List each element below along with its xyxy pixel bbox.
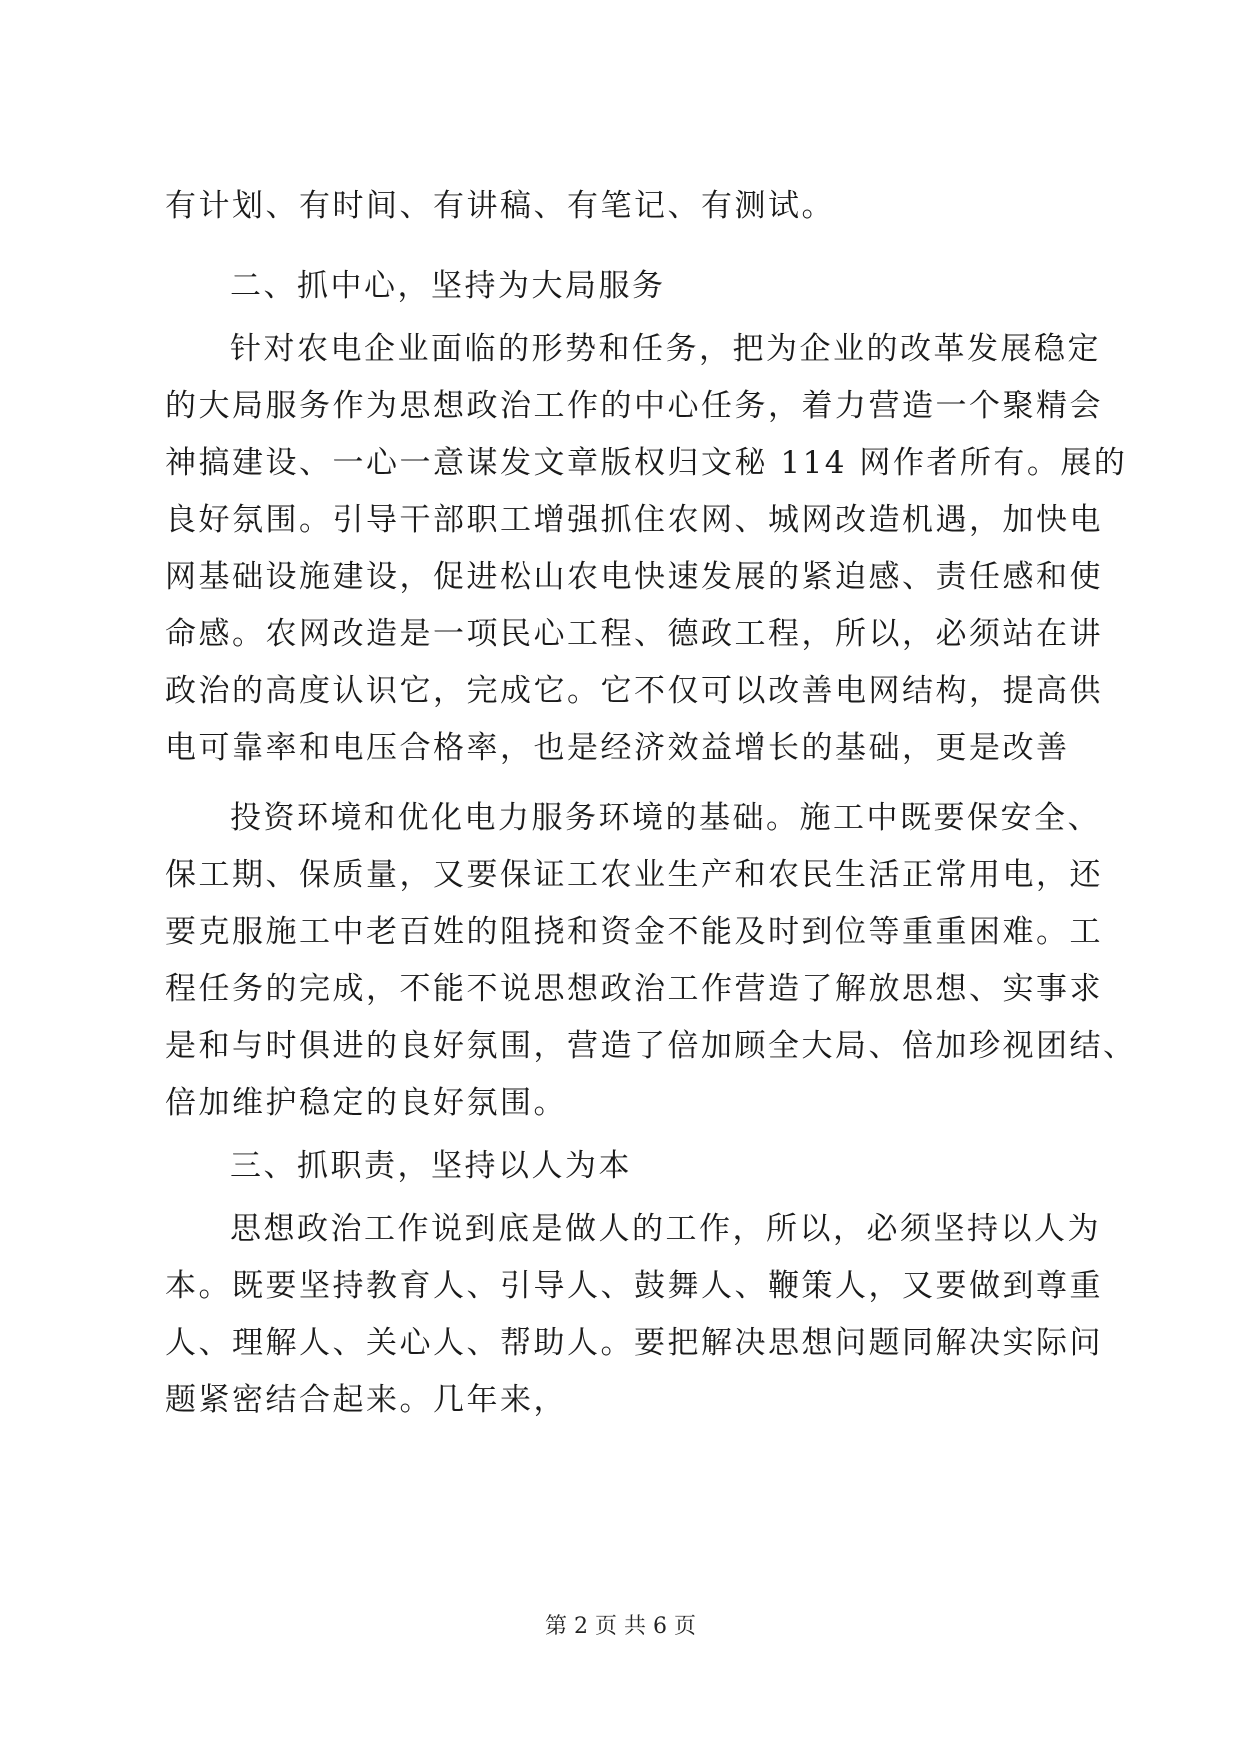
paragraph-line: 倍加维护稳定的良好氛围。 — [165, 1085, 567, 1121]
paragraph-line: 投资环境和优化电力服务环境的基础。施工中既要保安全、 — [230, 800, 1101, 836]
paragraph-line: 保工期、保质量，又要保证工农业生产和农民生活正常用电，还 — [165, 857, 1103, 893]
paragraph-line: 电可靠率和电压合格率，也是经济效益增长的基础，更是改善 — [165, 730, 1070, 766]
section-heading: 二、抓中心，坚持为大局服务 — [230, 268, 666, 304]
paragraph-line: 本。既要坚持教育人、引导人、鼓舞人、鞭策人，又要做到尊重 — [165, 1268, 1103, 1304]
section-heading: 三、抓职责，坚持以人为本 — [230, 1148, 632, 1184]
paragraph-line: 政治的高度认识它，完成它。它不仅可以改善电网结构，提高供 — [165, 673, 1103, 709]
page-number-footer: 第 2 页 共 6 页 — [545, 1614, 696, 1639]
paragraph-line: 思想政治工作说到底是做人的工作，所以，必须坚持以人为 — [230, 1211, 1101, 1247]
paragraph-line: 人、理解人、关心人、帮助人。要把解决思想问题同解决实际问 — [165, 1325, 1103, 1361]
paragraph-line: 是和与时俱进的良好氛围，营造了倍加顾全大局、倍加珍视团结、 — [165, 1028, 1137, 1064]
paragraph-line: 神搞建设、一心一意谋发文章版权归文秘 114 网作者所有。展的 — [165, 445, 1128, 481]
paragraph-line: 要克服施工中老百姓的阻挠和资金不能及时到位等重重困难。工 — [165, 914, 1103, 950]
paragraph-line: 网基础设施建设，促进松山农电快速发展的紧迫感、责任感和使 — [165, 559, 1103, 595]
text-line: 有计划、有时间、有讲稿、有笔记、有测试。 — [165, 188, 835, 224]
paragraph-line: 题紧密结合起来。几年来， — [165, 1382, 567, 1418]
paragraph-line: 的大局服务作为思想政治工作的中心任务，着力营造一个聚精会 — [165, 388, 1103, 424]
paragraph-line: 良好氛围。引导干部职工增强抓住农网、城网改造机遇，加快电 — [165, 502, 1103, 538]
paragraph-line: 命感。农网改造是一项民心工程、德政工程，所以，必须站在讲 — [165, 616, 1103, 652]
paragraph-line: 针对农电企业面临的形势和任务，把为企业的改革发展稳定 — [230, 331, 1101, 367]
paragraph-line: 程任务的完成，不能不说思想政治工作营造了解放思想、实事求 — [165, 971, 1103, 1007]
